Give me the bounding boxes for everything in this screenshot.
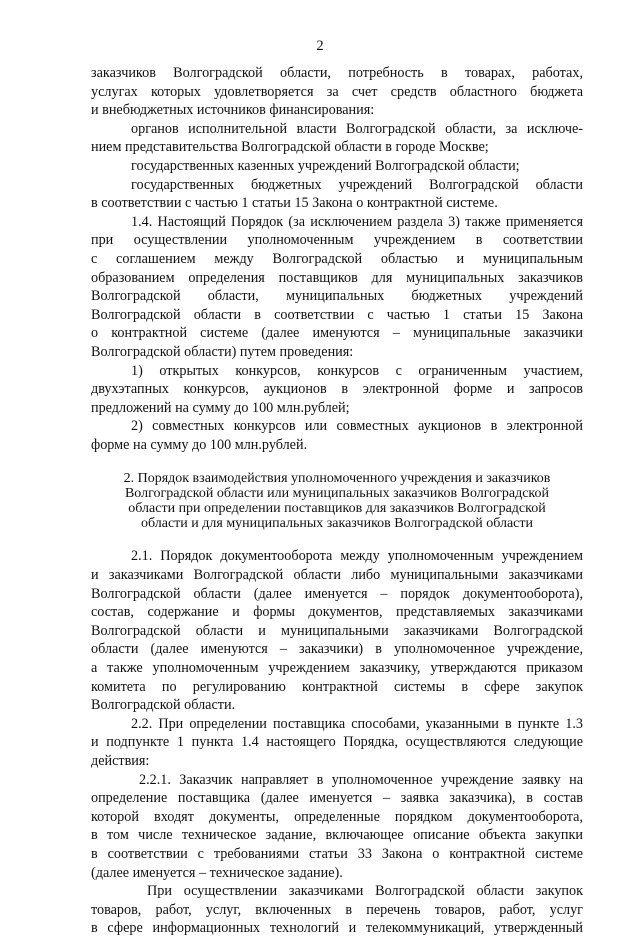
text-line: двухэтапных конкурсов, аукционов в электронной форме и запросов xyxy=(91,381,583,398)
text-line: которой входят документы, определенные порядком документооборота, xyxy=(91,808,583,825)
text-line: заказчиков Волгоградской области, потребность в товарах, работах, xyxy=(91,65,583,81)
text-line: 1.4. Настоящий Порядок (за исключением раздела 3) также применяется xyxy=(131,213,583,230)
document-body xyxy=(91,64,583,938)
text-line: при осуществлении уполномоченным учреждением в соответствии xyxy=(91,232,583,249)
text-line: Волгоградской области) путем проведения: xyxy=(91,343,354,360)
text-line: действия: xyxy=(91,753,150,769)
text-line: товаров, работ, услуг, включенных в перечень товаров, работ, услуг xyxy=(91,901,583,918)
text-line: комитета по регулированию контрактной системы в сфере закупок xyxy=(91,678,583,695)
text-line: государственных бюджетных учреждений Волгоградской области xyxy=(131,176,583,193)
text-line: нием представительства Волгоградской области в городе Москве; xyxy=(91,139,489,156)
text-line: состав, содержание и формы документов, представляемых заказчиками xyxy=(91,604,583,621)
paragraphs-section-1 xyxy=(91,64,583,454)
text-line: услугах которых удовлетворяется за счет средств областного бюджета xyxy=(91,83,583,100)
text-line: Волгоградской области в соответствии с частью 1 статьи 15 Закона xyxy=(91,306,583,323)
heading-line: Волгоградской области или муниципальных заказчиков Волгоградской xyxy=(124,486,550,502)
text-line: о контрактной системе (далее именуются – муниципальные заказчики xyxy=(91,325,583,342)
text-line: и заказчиками Волгоградской области либо муниципальными заказчиками xyxy=(91,567,583,584)
text-line: государственных казенных учреждений Волгоградской области; xyxy=(131,157,520,174)
section-heading xyxy=(91,471,583,531)
text-line: 2) совместных конкурсов или совместных аукционов в электронной xyxy=(131,418,583,435)
text-line: в сфере информационных технологий и телекоммуникаций, утвержденный xyxy=(91,920,583,937)
text-line: в соответствии с требованиями статьи 33 Закона о контрактной системе xyxy=(91,845,583,862)
text-line: в соответствии с частью 1 статьи 15 Закона о контрактной системе. xyxy=(91,195,498,212)
paragraphs-section-2 xyxy=(91,547,583,937)
text-line: 2.1. Порядок документооборота между уполномоченным учреждением xyxy=(131,548,583,565)
text-line: Волгоградской области. xyxy=(91,697,236,714)
text-line: органов исполнительной власти Волгоградской области, за исключе- xyxy=(131,120,583,137)
text-line: форме на сумму до 100 млн.рублей. xyxy=(91,436,308,453)
text-line: с соглашением между Волгоградской областью и муниципальным xyxy=(91,250,583,267)
text-line: 2.2. При определении поставщика способами, указанными в пункте 1.3 xyxy=(131,715,583,732)
text-line: 2.2.1. Заказчик направляет в уполномоченное учреждение заявку на xyxy=(139,771,583,788)
text-line: Волгоградской области (далее именуется – порядок документооборота), xyxy=(91,585,583,602)
page-number: 2 xyxy=(316,38,324,54)
text-line: в том числе техническое задание, включающее описание объекта закупки xyxy=(91,827,583,844)
text-line: определение поставщика (далее именуется – заявка заказчика), в состав xyxy=(91,790,583,807)
text-line: При осуществлении заказчиками Волгоградской области закупок xyxy=(147,883,583,900)
text-line: предложений на сумму до 100 млн.рублей; xyxy=(91,399,350,416)
heading-line: области при определении поставщиков для заказчиков Волгоградской xyxy=(128,501,546,517)
text-line: 1) открытых конкурсов, конкурсов с ограниченным участием, xyxy=(131,362,583,379)
text-line: (далее именуется – техническое задание). xyxy=(91,864,343,881)
heading-line: 2. Порядок взаимодействия уполномоченного учреждения и заказчиков xyxy=(123,471,551,487)
text-line: и внебюджетных источников финансирования: xyxy=(91,102,375,119)
text-line: и подпункте 1 пункта 1.4 настоящего Порядка, осуществляются следующие xyxy=(91,734,583,751)
heading-line: области и для муниципальных заказчиков Волгоградской области xyxy=(140,516,533,532)
text-line: Волгоградской области, муниципальных бюджетных учреждений xyxy=(91,288,583,305)
text-line: образованием определения поставщиков для муниципальных заказчиков xyxy=(91,269,583,286)
text-line: а также уполномоченным учреждением заказчику, утверждаются приказом xyxy=(91,660,583,677)
text-line: Волгоградской области и муниципальными заказчиками Волгоградской xyxy=(91,622,583,639)
text-line: области (далее именуются – заказчики) в уполномоченное учреждение, xyxy=(91,641,583,658)
